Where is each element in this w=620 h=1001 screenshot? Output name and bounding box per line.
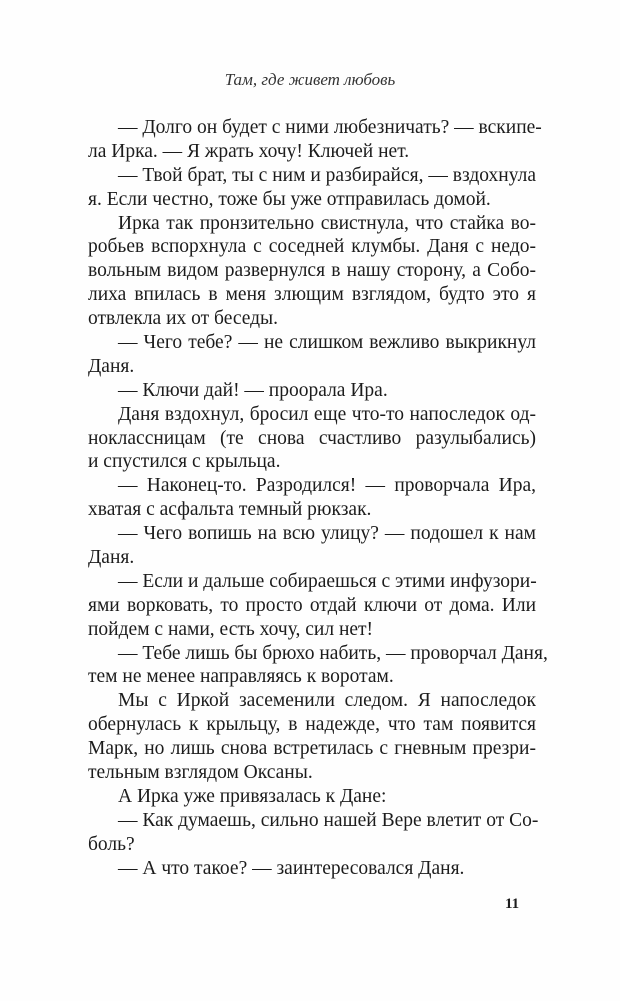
text-line: ла Ирка. — Я жрать хочу! Ключей нет. [88,140,410,162]
text-line: лиха впилась в меня злющим взглядом, будто это я [88,284,536,306]
text-line: Ирка так пронзительно свистнула, что стайка во- [118,212,536,234]
text-line: — Тебе лишь бы брюхо набить, — проворчал Даня, [118,642,548,664]
text-line: и спустился с крыльца. [88,451,281,473]
text-line: Мы с Иркой засеменили следом. Я напоследок [118,690,536,712]
text-line: тем не менее направляясь к воротам. [88,666,394,688]
text-line: — А что такое? — заинтересовался Даня. [118,857,465,879]
body-text [88,116,548,881]
running-header: Там, где живет любовь [224,70,396,89]
text-line: пойдем с нами, есть хочу, сил нет! [88,618,374,640]
text-line: вольным видом развернулся в нашу сторону, а Собо- [88,260,536,282]
text-line: — Чего тебе? — не слишком вежливо выкрикнул [118,332,536,354]
text-line: боль? [88,833,135,855]
text-line: я. Если честно, тоже бы уже отправилась домой. [88,188,491,210]
text-line: обернулась к крыльцу, в надежде, что там появится [88,714,536,736]
text-line: — Наконец-то. Разродился! — проворчала Ира, [118,475,536,497]
text-line: Даня. [88,355,135,377]
text-line: Даня. [88,547,135,569]
text-line: Даня вздохнул, бросил еще что-то напоследок од- [118,403,536,425]
text-line: — Если и дальше собираешься с этими инфузори- [118,570,537,592]
text-line: ноклассницам (те снова счастливо разулыбались) [88,427,536,449]
text-line: — Ключи дай! — проорала Ира. [118,379,388,401]
text-line: отвлекла их от беседы. [88,308,279,330]
text-line: — Долго он будет с ними любезничать? — вскипе- [118,117,542,138]
text-line: А Ирка уже привязалась к Дане: [118,785,387,807]
text-line: — Как думаешь, сильно нашей Вере влетит от Со- [118,809,539,831]
text-line: хватая с асфальта темный рюкзак. [88,499,372,521]
page-number: 11 [505,896,520,912]
text-line: робьев вспорхнула с соседней клумбы. Даня с недо- [88,236,536,258]
text-line: ями ворковать, то просто отдай ключи от дома. Или [88,594,536,616]
text-line: — Чего вопишь на всю улицу? — подошел к нам [118,523,536,545]
text-line: тельным взглядом Оксаны. [88,762,313,784]
text-line: — Твой брат, ты с ним и разбирайся, — вздохнула [118,164,536,186]
text-line: Марк, но лишь снова встретилась с гневным презри- [88,738,536,760]
